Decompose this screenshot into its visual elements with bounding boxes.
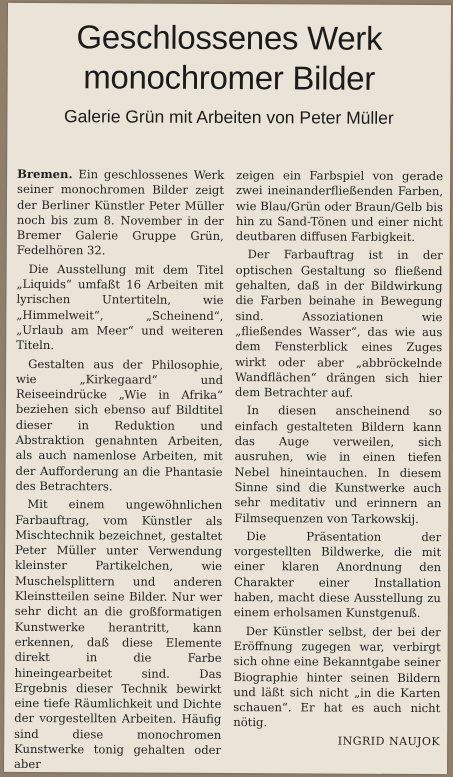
dateline: Bremen. [17, 166, 73, 182]
headline-line-2: monochromer Bilder [83, 58, 376, 97]
article-body [13, 166, 444, 772]
paragraph-text: Ein geschlossenes Werk seiner monochromen Bilder zeigt der Berliner Künstler Peter Müller noch bis zum 8. November in der Bremer Galerie Gruppe Grün, Fedelhören 32. [16, 167, 225, 258]
author-byline: INGRID NAUJOK [337, 734, 441, 748]
article-paragraph: Der Farbauftrag ist in der optischen Gestaltung so fließend gehalten, daß in der Bildwirkung die Farben beinahe in Bewegung sind. Assoziationen wie „fließendes Wasser“, das wie aus dem Fensterblick eines Zuges wirkt oder aber „abbröckelnde Wandflächen“ drängen sich hier dem Betrachter auf. [234, 247, 443, 400]
newspaper-clipping [4, 3, 451, 774]
article-paragraph: Mit einem ungewöhnlichen Farbauftrag, vom Künstler als Mischtechnik bezeichnet, gestaltet Peter Müller unter Verwendung kleinster Partikelchen, wie Muschelsplittern und anderen Kleinstteilen seine Bilder. Nur wer sehr dicht an die großformatigen Kunstwerke herantritt, kann erkennen, daß diese Elemente direkt in die Farbe hineingearbeitet sind. Das Ergebnis dieser Technik bewirkt eine tiefe Räumlichkeit und Dichte der vorgestellten Arbeiten. Häufig sind diese monochromen Kunstwerke tonig gehalten oder aber [13, 497, 223, 772]
article-column-right [233, 168, 443, 759]
article-paragraph: In diesen anscheinend so einfach gestalteten Bildern kann das Auge verweilen, sich ausruhen, wie in einen tiefen Nebel hineintauchen. In diesem Sinne sind die Kunstwerke auch sehr meditativ und erinnern an Filmsequenzen von Tarkowskij. [234, 403, 442, 526]
article-paragraph [17, 167, 224, 260]
article-paragraph: zeigen ein Farbspiel von gerade zwei ineinanderfließenden Farben, wie Blau/Grün oder Braun/Gelb bis hin zu Sand-Tönen und einer nicht deutbaren diffusen Farbigkeit. [235, 168, 444, 245]
article-paragraph: Der Künstler selbst, der bei der Eröffnung zugegen war, verbirgt sich ohne eine Bekanntgabe seiner Biographie hinter seinen Bildern und läßt sich nicht „in die Karten schauen“. Er hat es auch nicht nötig. [233, 623, 441, 730]
subheadline: Galerie Grün mit Arbeiten von Peter Müller [63, 106, 394, 128]
headline-line-1: Geschlossenes Werk [76, 18, 383, 57]
article-paragraph: Die Präsentation der vorgestellten Bildwerke, die mit einer klaren Anordnung den Charakter einer Installation haben, macht diese Ausstellung zu einem erholsamen Kunstgenuß. [233, 528, 442, 621]
article-column-left [13, 166, 225, 772]
headline [8, 17, 451, 99]
article-paragraph: Gestalten aus der Philosophie, wie „Kirkegaard“ und Reiseeindrücke „Wie in Afrika“ beziehen sich ebenso auf Bildtitel dieser in Reduktion und Abstraktion genahnten Arbeiten, als auch namenlose Arbeiten, mit der Aufforderung an die Phantasie des Betrachters. [15, 356, 224, 494]
article-paragraph: Die Ausstellung mit dem Titel „Liquids“ umfaßt 16 Arbeiten mit lyrischen Untertiteln, wie „Himmelweit“, „Scheinend“, „Urlaub am Meer“ und weiteren Titeln. [16, 261, 224, 353]
